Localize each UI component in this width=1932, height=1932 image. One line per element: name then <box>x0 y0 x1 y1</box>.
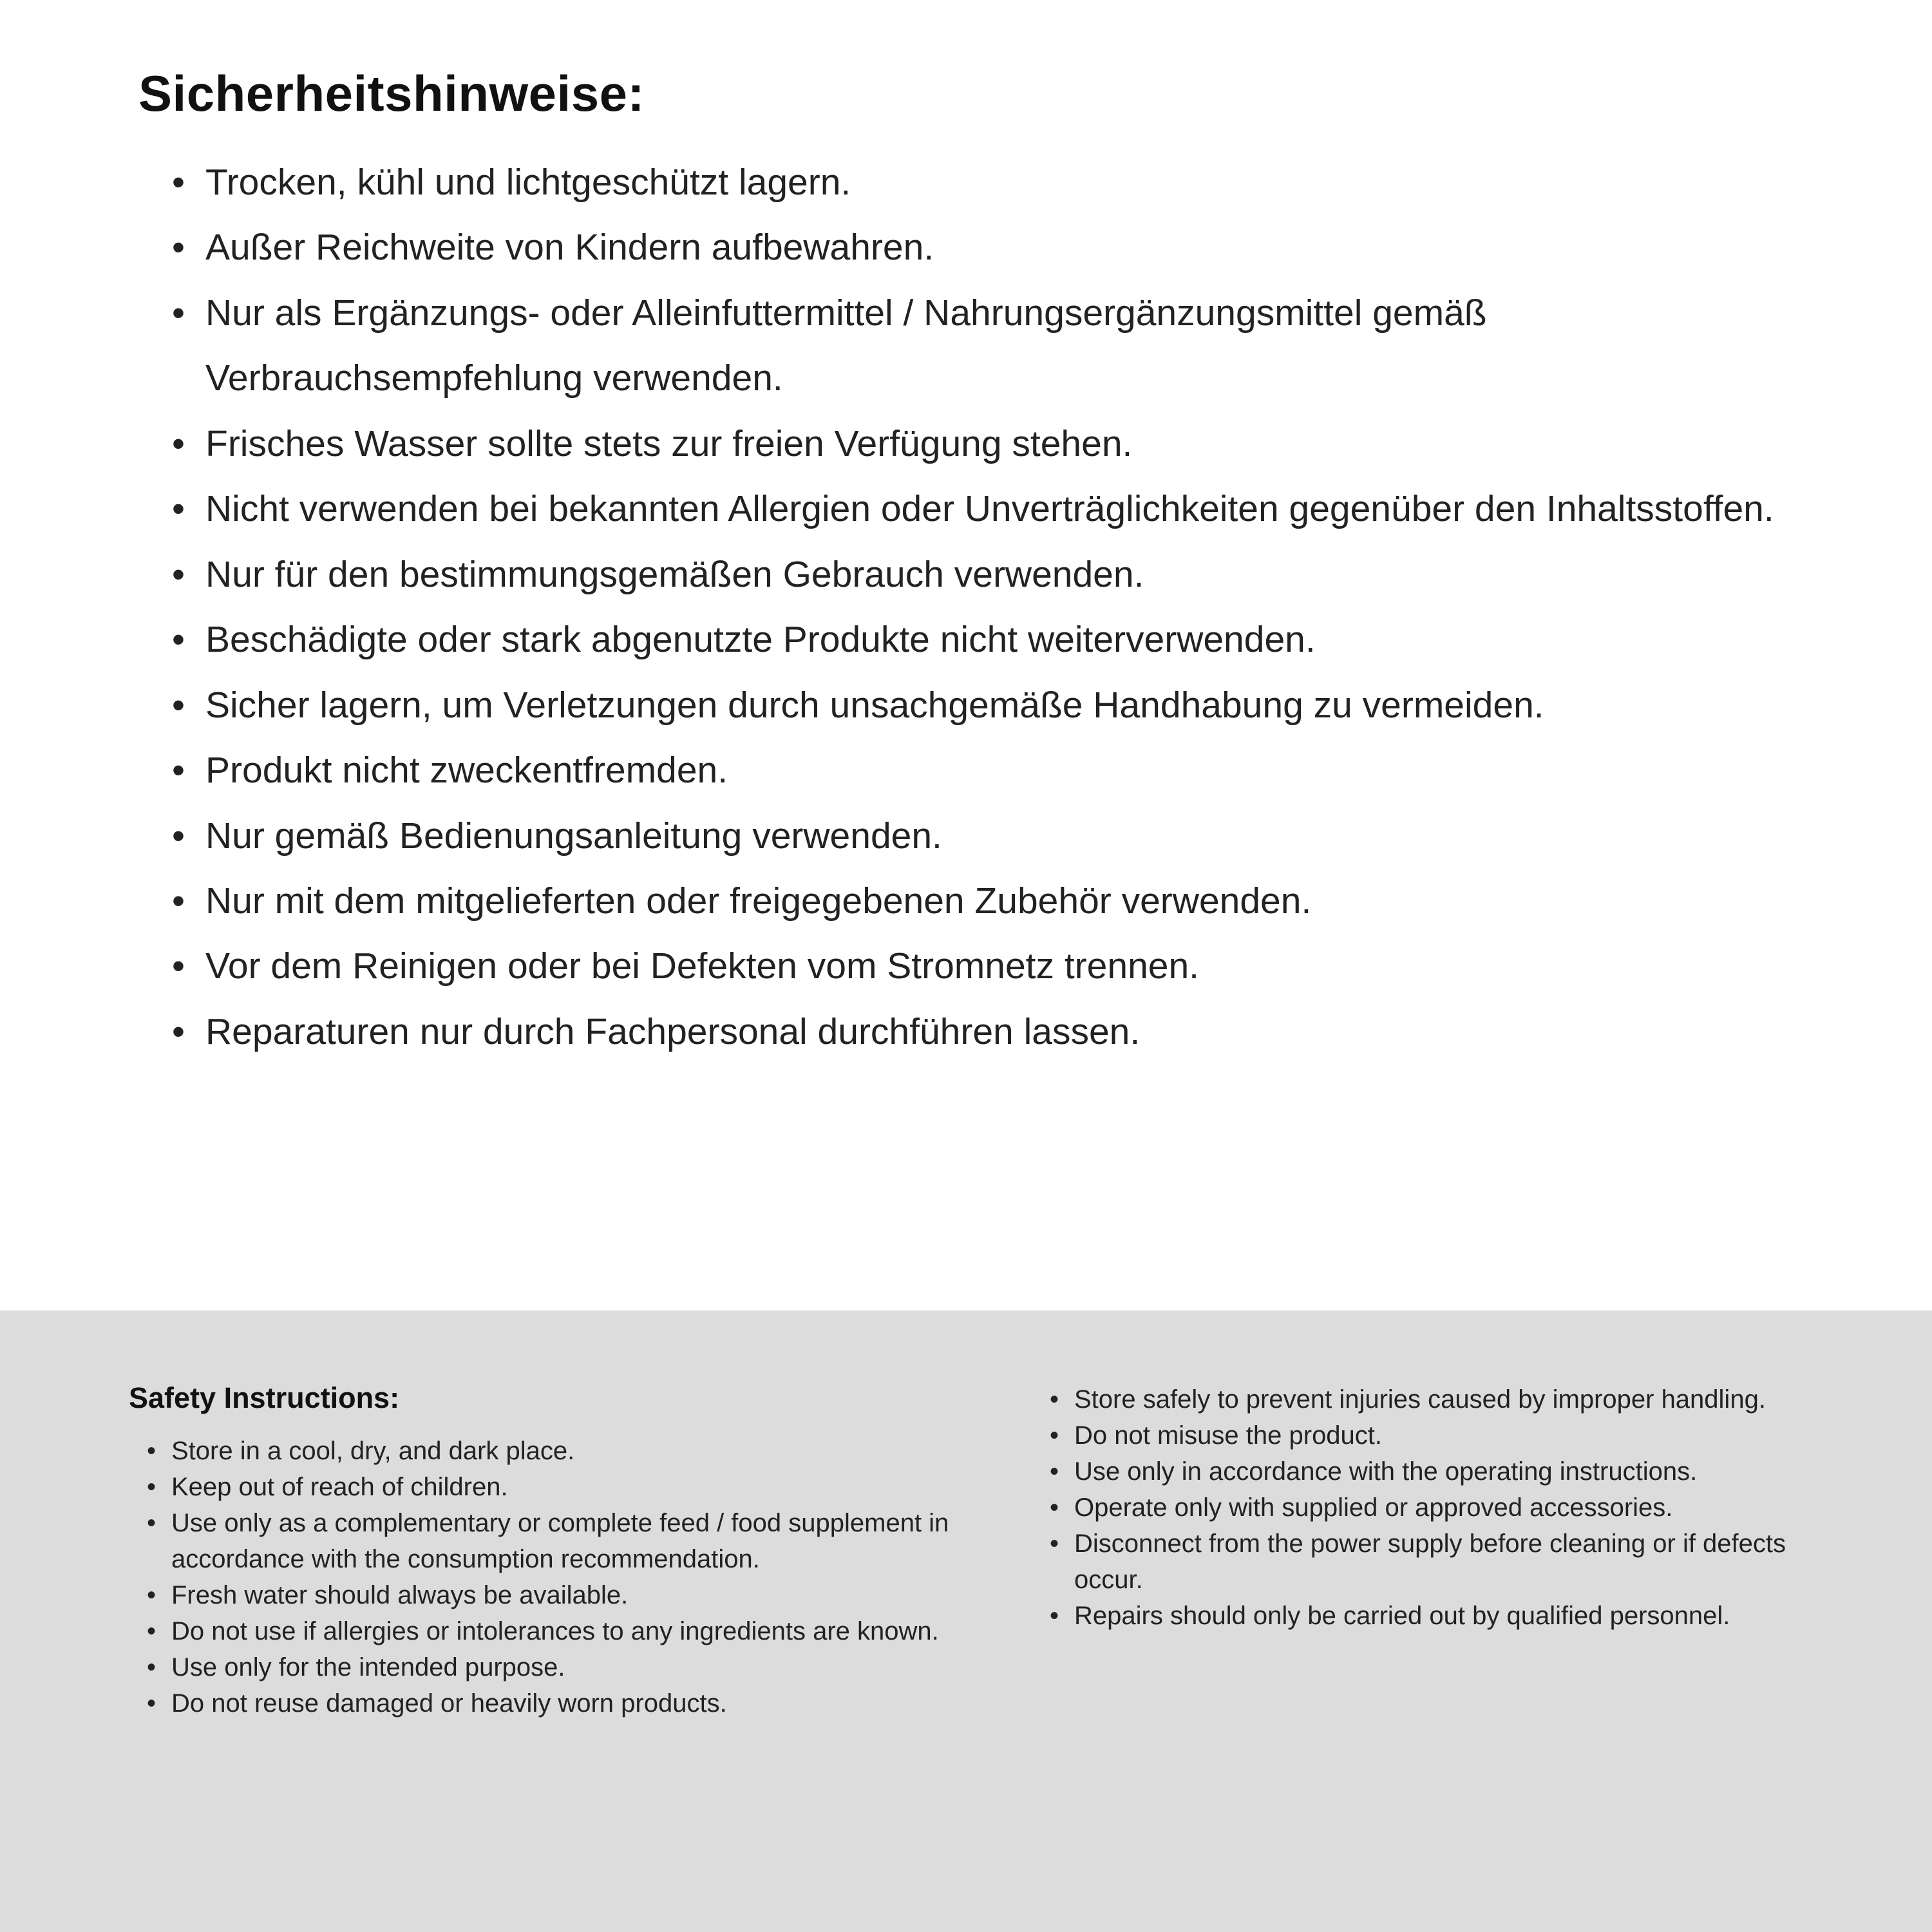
list-item <box>147 1469 979 1505</box>
list-item <box>172 673 1803 738</box>
bullet-icon: • <box>147 1617 156 1645</box>
list-item-text: Produkt nicht zweckentfremden. <box>205 750 728 791</box>
list-item-text: Nur für den bestimmungsgemäßen Gebrauch verwenden. <box>205 553 1144 595</box>
bullet-icon: • <box>1050 1457 1059 1486</box>
list-item-text: Repairs should only be carried out by qualified personnel. <box>1074 1602 1730 1630</box>
bullet-icon: • <box>147 1509 156 1537</box>
bullet-icon: • <box>147 1473 156 1501</box>
bullet-icon: • <box>172 162 185 203</box>
list-item-text: Nur gemäß Bedienungsanleitung verwenden. <box>205 815 942 857</box>
list-item <box>172 477 1803 542</box>
bullet-icon: • <box>172 227 185 269</box>
bullet-icon: • <box>147 1581 156 1609</box>
list-item <box>172 607 1803 672</box>
list-item <box>172 804 1803 869</box>
list-item-text: Do not misuse the product. <box>1074 1421 1383 1450</box>
bullet-icon: • <box>172 619 185 661</box>
list-item-text: Außer Reichweite von Kindern aufbewahren. <box>205 227 934 269</box>
english-section <box>0 1311 1932 1932</box>
list-item <box>172 412 1803 477</box>
english-left-column <box>129 1381 979 1893</box>
english-right-column <box>1050 1381 1829 1893</box>
bullet-icon: • <box>1050 1493 1059 1522</box>
list-item-text: Trocken, kühl und lichtgeschützt lagern. <box>205 162 851 203</box>
list-item-text: Disconnect from the power supply before cleaning or if defects occur. <box>1074 1530 1786 1594</box>
bullet-icon: • <box>172 945 185 987</box>
list-item <box>1050 1490 1829 1526</box>
list-item-text: Sicher lagern, um Verletzungen durch unsachgemäße Handhabung zu vermeiden. <box>205 684 1544 726</box>
list-item-text: Nicht verwenden bei bekannten Allergien oder Unverträglichkeiten gegenüber den Inhaltsstoffen. <box>205 488 1774 530</box>
list-item <box>172 215 1803 280</box>
list-item-text: Fresh water should always be available. <box>171 1581 629 1609</box>
bullet-icon: • <box>1050 1421 1059 1450</box>
list-item-text: Frisches Wasser sollte stets zur freien Verfügung stehen. <box>205 422 1133 464</box>
list-item <box>172 999 1803 1065</box>
bullet-icon: • <box>1050 1530 1059 1558</box>
list-item <box>147 1577 979 1613</box>
list-item-text: Store safely to prevent injuries caused by improper handling. <box>1074 1385 1766 1414</box>
list-item <box>172 869 1803 934</box>
list-item <box>172 281 1803 412</box>
list-item <box>147 1433 979 1469</box>
bullet-icon: • <box>172 750 185 791</box>
bullet-icon: • <box>1050 1385 1059 1414</box>
list-item <box>1050 1454 1829 1490</box>
list-item-text: Operate only with supplied or approved accessories. <box>1074 1493 1673 1522</box>
list-item-text: Nur als Ergänzungs- oder Alleinfuttermittel / Nahrungsergänzungsmittel gemäß Verbrauchsempfehlung verwenden. <box>205 292 1487 399</box>
list-item <box>172 150 1803 215</box>
list-item-text: Store in a cool, dry, and dark place. <box>171 1437 575 1465</box>
list-item <box>147 1649 979 1685</box>
list-item-text: Reparaturen nur durch Fachpersonal durchführen lassen. <box>205 1010 1141 1052</box>
list-item-text: Nur mit dem mitgelieferten oder freigegebenen Zubehör verwenden. <box>205 880 1312 922</box>
list-item-text: Use only in accordance with the operating instructions. <box>1074 1457 1698 1486</box>
bullet-icon: • <box>172 488 185 530</box>
list-item <box>1050 1381 1829 1417</box>
list-item-text: Use only as a complementary or complete feed / food supplement in accordance with the consumption recommendation. <box>171 1509 949 1573</box>
list-item <box>1050 1598 1829 1634</box>
bullet-icon: • <box>147 1689 156 1718</box>
list-item-text: Do not use if allergies or intolerances to any ingredients are known. <box>171 1617 939 1645</box>
bullet-icon: • <box>172 815 185 857</box>
list-item <box>1050 1526 1829 1598</box>
list-item <box>172 934 1803 999</box>
bullet-icon: • <box>147 1437 156 1465</box>
list-item <box>147 1613 979 1649</box>
list-item-text: Use only for the intended purpose. <box>171 1653 565 1681</box>
english-instructions-list-right <box>1050 1381 1829 1634</box>
english-instructions-list-left <box>129 1433 979 1721</box>
list-item <box>172 542 1803 607</box>
german-instructions-list <box>138 150 1803 1065</box>
bullet-icon: • <box>172 1010 185 1052</box>
list-item <box>147 1505 979 1577</box>
list-item <box>147 1685 979 1721</box>
bullet-icon: • <box>172 553 185 595</box>
list-item-text: Keep out of reach of children. <box>171 1473 508 1501</box>
bullet-icon: • <box>172 422 185 464</box>
english-section-title: Safety Instructions: <box>129 1381 400 1414</box>
bullet-icon: • <box>172 684 185 726</box>
bullet-icon: • <box>172 880 185 922</box>
bullet-icon: • <box>147 1653 156 1681</box>
bullet-icon: • <box>172 292 185 334</box>
list-item-text: Do not reuse damaged or heavily worn products. <box>171 1689 727 1718</box>
list-item <box>1050 1417 1829 1454</box>
list-item-text: Beschädigte oder stark abgenutzte Produkte nicht weiterverwenden. <box>205 619 1316 661</box>
bullet-icon: • <box>1050 1602 1059 1630</box>
german-section-title: Sicherheitshinweise: <box>138 65 645 122</box>
list-item <box>172 738 1803 803</box>
list-item-text: Vor dem Reinigen oder bei Defekten vom Stromnetz trennen. <box>205 945 1200 987</box>
